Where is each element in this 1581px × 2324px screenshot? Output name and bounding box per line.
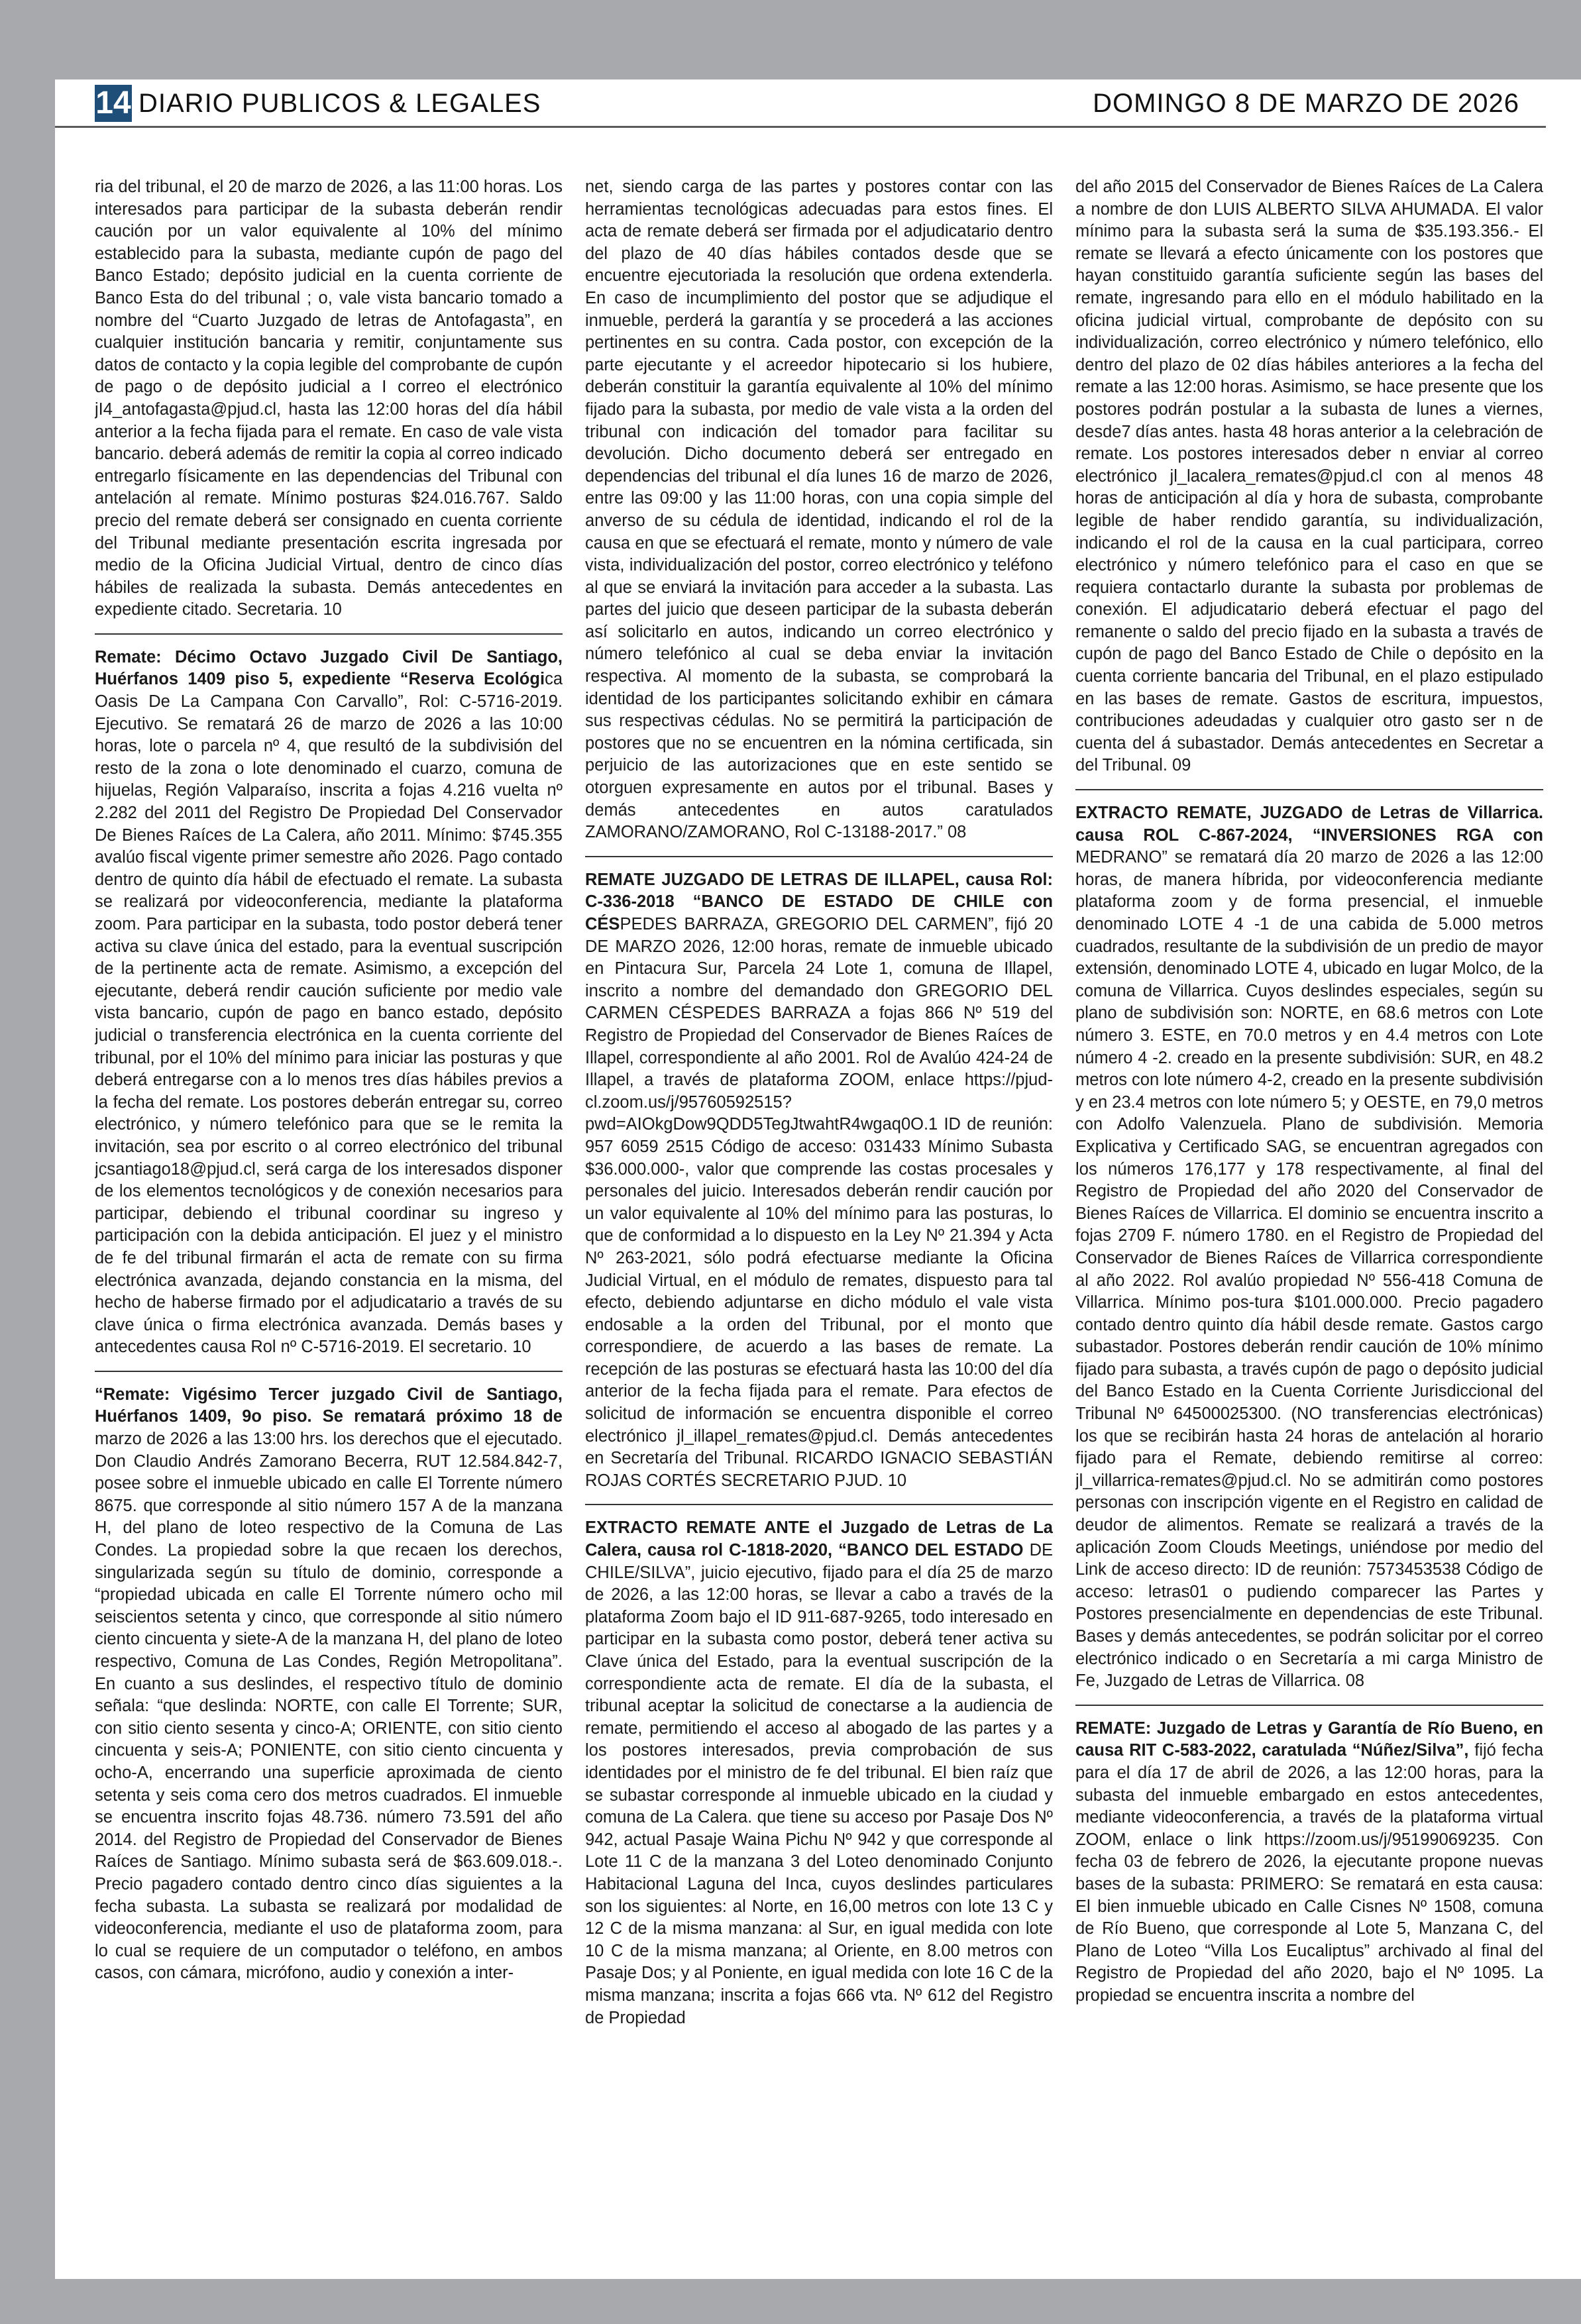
notice-body: ca Oasis De La Campana Con Carvallo”, Rol: C-5716-2019. Ejecutivo. Se rematará 26 de marzo de 2026 a las 10:00 horas, lote o parcela nº 4, que resultó de la subdivisión del resto de la zona o lote denominado el cuarzo, comuna de hijuelas, Región Valparaíso, inscrita a fojas 4.216 vuelta nº 2.282 del 2011 del Registro De Propiedad Del Conservador De Bienes Raíces de La Calera, año 2011. Mínimo: $745.355 avalúo fiscal vigente primer semestre año 2026. Pago contado dentro de quinto día hábil de efectuado el remate. La subasta se realizará por videoconferencia, mediante la plataforma zoom. Para participar en la subasta, todo postor deberá tener activa su clave única del estado, para la eventual suscripción de la pertinente acta de remate. Asimismo, a excepción del ejecutante, deberá rendir caución suficiente por medio vale vista bancario, cupón de pago en banco estado, depósito judicial o transferencia electrónica en la cuenta corriente del tribunal, por el 10% del mínimo para iniciar las posturas y que deberá entregarse con a lo menos tres días hábiles previos a la fecha del remate. Los postores deberán entregar su, correo electrónico, y número telefónico para que se le remita la invitación, sea por escrito o al correo electrónico del tribunal jcsantiago18@pjud.cl, será carga de los interesados disponer de los elementos tecnológicos y de conexión necesarios para participar, debiendo el tribunal coordinar su ingreso y participación con la debida anticipación. El juez y el ministro de fe del tribunal firmarán el acta de remate con su firma electrónica avanzada, dejando constancia en la misma, del hecho de haberse firmado por el adjudicatario a través de su clave única o firma electrónica avanzada. Demás bases y antecedentes causa Rol nº C-5716-2019. El secretario. 10 (95, 670, 563, 1357)
notice-body: PEDES BARRAZA, GREGORIO DEL CARMEN”, fijó 20 DE MARZO 2026, 12:00 horas, remate de inmueble ubicado en Pintacura Sur, Parcela 24 Lote 1, comuna de Illapel, inscrito a nombre del demandado don GREGORIO DEL CARMEN CÉSPEDES BARRAZA a fojas 866 Nº 519 del Registro de Propiedad del Conservador de Bienes Raíces de Illapel, correspondiente al año 2001. Rol de Avalúo 424-24 de Illapel, a través de plataforma ZOOM, enlace https://pjud-cl.zoom.us/j/95760592515?pwd=AIOkgDow9QDD5TegJtwahtR4wgaq0O.1 ID de reunión: 957 6059 2515 Código de acceso: 031433 Mínimo Subasta $36.000.000-, valor que comprende las costas procesales y personales del juicio. Interesados deberán rendir caución por un valor equivalente al 10% del mínimo para las posturas, lo que de conformidad a lo dispuesto en la Ley Nº 21.394 y Acta Nº 263-2021, sólo podrá efectuarse mediante la Oficina Judicial Virtual, en el módulo de remates, dispuesto para tal efecto, debiendo adjuntarse en dicho módulo el vale vista endosable a la orden del Tribunal, por el monto que correspondiere, de acuerdo a las bases de remate. La recepción de las posturas se efectuará hasta las 10:00 del día anterior de la fecha fijada para el remate. Para efectos de solicitud de información se encuentra disponible el correo electrónico jl_illapel_remates@pjud.cl. Demás antecedentes en Secretaría del Tribunal. RICARDO IGNACIO SEBASTIÁN ROJAS CORTÉS SECRETARIO PJUD. 10 (585, 915, 1053, 1490)
notice (585, 856, 1053, 1493)
publication-title: DIARIO PUBLICOS & LEGALES (138, 89, 541, 118)
notice-lead: EXTRACTO REMATE, JUZGADO de Letras de Villarrica. causa ROL C-867-2024, “INVERSIONES RGA con (1075, 804, 1543, 845)
notice-body: marzo de 2026 a las 13:00 hrs. los derechos que el ejecutado. Don Claudio Andrés Zamorano Becerra, RUT 12.584.842-7, posee sobre el inmueble ubicado en calle El Torrente número 8675. que corresponde al sitio número 157 A de la manzana H, del plano de loteo respectivo de la Comuna de Las Condes. La propiedad sobre la que recaen los derechos, singularizada según su título de dominio, corresponde a “propiedad ubicada en calle El Torrente número ocho mil seiscientos setenta y cinco, que corresponde al sitio número ciento cincuenta y siete-A de la manzana H, del plano de loteo respectivo, Comuna de Las Condes, Región Metropolitana”. En cuanto a sus deslindes, el respectivo título de dominio señala: “que deslinda: NORTE, con calle El Torrente; SUR, con sitio ciento sesenta y cinco-A; ORIENTE, con sitio ciento cincuenta y seis-A; PONIENTE, con sitio ciento cincuenta y ocho-A, encerrando una superficie aproximada de ciento setenta y seis coma cero dos metros cuadrados. El inmueble se encuentra inscrito fojas 48.736. número 73.591 del año 2014. del Registro de Propiedad del Conservador de Bienes Raíces de Santiago. Mínimo subasta será de $63.609.018.-. Precio pagadero contado dentro cinco días siguientes a la fecha subasta. La subasta se realizará por modalidad de videoconferencia, mediante el uso de plataforma zoom, para lo cual se requiere de un computador o teléfono, en ambos casos, con cámara, micrófono, audio y conexión a inter- (95, 1430, 563, 1983)
newspaper-page (55, 79, 1581, 2279)
page-header (55, 79, 1546, 128)
notice (585, 1504, 1053, 2029)
notice (1075, 176, 1543, 777)
notice-lead: EXTRACTO REMATE ANTE el Juzgado de Letras de La Calera, causa rol C-1818-2020, “BANCO DEL ESTADO (585, 1518, 1053, 1560)
text-column-2 (585, 176, 1053, 2243)
notice-lead: “Remate: Vigésimo Tercer juzgado Civil de Santiago, Huérfanos 1409, 9o piso. Se rematará próximo 18 de (95, 1385, 563, 1426)
notice-lead: REMATE JUZGADO DE LETRAS DE ILLAPEL, causa Rol: C-336-2018 “BANCO DE ESTADO DE CHILE con CÉS (585, 870, 1053, 933)
notice-body: net, siendo carga de las partes y postores contar con las herramientas tecnológicas adecuadas para estos fines. El acta de remate deberá ser firmada por el adjudicatario dentro del plazo de 40 días hábiles contados desde que se encuentre ejecutoriada la resolución que ordena extenderla. En caso de incumplimiento del postor que se adjudique el inmueble, perderá la garantía y se procederá a las acciones pertinentes en su contra. Cada postor, con excepción de la parte ejecutante y el acreedor hipotecario si los hubiere, deberán constituir la garantía equivalente al 10% del mínimo fijado para la subasta, por medio de vale vista a la orden del tribunal con indicación del tomador para facilitar su devolución. Dicho documento deberá ser entregado en dependencias del tribunal el día lunes 16 de marzo de 2026, entre las 09:00 y las 11:00 horas, con una copia simple del anverso de su cédula de identidad, indicando el rol de la causa en que se efectuará el remate, monto y número de vale vista, individualización del postor, correo electrónico y teléfono al que se enviará la invitación para acceder a la subasta. Las partes del juicio que deseen participar de la subasta deberán así solicitarlo en autos, indicando un correo electrónico y número telefónico al cual se deba enviar la invitación respectiva. Al momento de la subasta, se comprobará la identidad de los participantes solicitando exhibir en cámara sus respectivas cédulas. No se permitirá la participación de postores que no se encuentren en la nómina certificada, sin perjuicio de las autorizaciones que en este sentido se otorguen expresamente en autos por el tribunal. Bases y demás antecedentes en autos caratulados ZAMORANO/ZAMORANO, Rol C-13188-2017.” 08 (585, 178, 1053, 842)
notice (95, 1371, 563, 1985)
page-number-badge: 14 (95, 85, 131, 121)
notice (95, 633, 563, 1359)
notice-lead: Remate: Décimo Octavo Juzgado Civil De Santiago, Huérfanos 1409 piso 5, expediente “Reserva Ecológi (95, 647, 563, 689)
notice (585, 176, 1053, 844)
notice (1075, 1705, 1543, 2007)
notice-lead: REMATE: Juzgado de Letras y Garantía de Río Bueno, en causa RIT C-583-2022, caratulada “Núñez/Silva”, (1075, 1718, 1543, 1760)
notice-body: ria del tribunal, el 20 de marzo de 2026, a las 11:00 horas. Los interesados para participar de la subasta deberán rendir caución por un valor equivalente al 10% del mínimo establecido para la subasta, mediante cupón de pago del Banco Estado; depósito judicial en la cuenta corriente de Banco Esta do del tribunal ; o, vale vista bancario tomado a nombre del “Cuarto Juzgado de letras de Antofagasta”, en cualquier institución bancaria y remitir, conjuntamente sus datos de contacto y la copia legible del comprobante de cupón de pago o de depósito judicial a I correo el electrónico jI4_antofagasta@pjud.cl, hasta las 12:00 horas del día hábil anterior a la fecha fijada para el remate. En caso de vale vista bancario. deberá además de remitir la copia al correo indicado entregarlo físicamente en las dependencias del Tribunal con antelación al remate. Mínimo posturas $24.016.767. Saldo precio del remate deberá ser consignado en cuenta corriente del Tribunal mediante presentación escrita ingresada por medio de la Oficina Judicial Virtual, dentro de cinco días hábiles de realizada la subasta. Demás antecedentes en expediente citado. Secretaria. 10 (95, 178, 563, 619)
text-column-3 (1075, 176, 1543, 2243)
notice-body: MEDRANO” se rematará día 20 marzo de 2026 a las 12:00 horas, de manera híbrida, por videoconferencia mediante plataforma zoom y de forma presencial, el inmueble denominado LOTE 4 -1 de una cabida de 5.000 metros cuadrados, resultante de la subdivisión de un predio de mayor extensión, denominado LOTE 4, ubicado en lugar Molco, de la comuna de Villarrica. Cuyos deslindes especiales, según su plano de subdivisión son: NORTE, en 68.6 metros con Lote número 3. ESTE, en 70.0 metros y en 4.4 metros con Lote número 4 -2. creado en la presente subdivisión: SUR, en 48.2 metros con lote número 4-2, creado en la presente subdivisión y en 23.4 metros con lote número 5; y OESTE, en 79,0 metros con Adolfo Valenzuela. Plano de subdivisión. Memoria Explicativa y Certificado SAG, se encuentran agregados con los números 176,177 y 178 respectivamente, al final del Registro de Propiedad del año 2020 del Conservador de Bienes Raíces de Villarrica. El dominio se encuentra inscrito a fojas 2709 F. número 1780. en el Registro de Propiedad del Conservador de Bienes Raíces de Villarrica correspondiente al año 2022. Rol avalúo propiedad Nº 556-418 Comuna de Villarrica. Mínimo pos-tura $101.000.000. Precio pagadero contado dentro quinto día hábil desde remate. Gastos cargo subastador. Postores deberán rendir caución de 10% mínimo fijado para subasta, a través cupón de pago o depósito judicial del Banco Estado en la Cuenta Corriente Jurisdiccional del Tribunal Nº 64500025300. (NO transferencias electrónicas) los que se recibirán hasta 24 horas de antelación al horario fijado para el Remate, debiendo remitirse al correo: jl_villarrica-remates@pjud.cl. No se admitirán como postores personas con inscripción vigente en el Registro en calidad de deudor de alimentos. Remate se realizará a través de la aplicación Zoom Clouds Meetings, uniéndose por medio del Link de acceso directo: ID de reunión: 7573453538 Código de acceso: letras01 o pudiendo comparecer las Partes y Postores presencialmente en dependencias de este Tribunal. Bases y demás antecedentes, se podrán solicitar por el correo electrónico indicado o en Secretaría a mi carga Ministro de Fe, Juzgado de Letras de Villarrica. 08 (1075, 848, 1543, 1691)
notice (95, 176, 563, 621)
notice-body: fijó fecha para el día 17 de abril de 2026, a las 12:00 horas, para la subasta del inmueble embargado en estos antecedentes, mediante videoconferencia, a través de la plataforma virtual ZOOM, enlace o link https://zoom.us/j/95199069235. Con fecha 03 de febrero de 2026, la ejecutante propone nuevas bases de la subasta: PRIMERO: Se rematará en esta causa: El bien inmueble ubicado en Calle Cisnes Nº 1508, comuna de Río Bueno, que corresponde al Lote 5, Manzana C, del Plano de Loteo “Villa Los Eucaliptus” archivado al final del Registro de Propiedad del año 2020, bajo el Nº 1095. La propiedad se encuentra inscrita a nombre del (1075, 1741, 1543, 2005)
notice-body: del año 2015 del Conservador de Bienes Raíces de La Calera a nombre de don LUIS ALBERTO SILVA AHUMADA. El valor mínimo para la subasta será la suma de $35.193.356.- El remate se llevará a efecto únicamente con los postores que hayan constituido garantía suficiente según las bases del remate, ingresando para ello en el módulo habilitado en la oficina judicial virtual, comprobante de depósito con su individualización, correo electrónico y número telefónico, ello dentro del plazo de 02 días hábiles anteriores a la fecha del remate a las 12:00 horas. Asimismo, se hace presente que los postores podrán postular a la subasta de lunes a viernes, desde7 días antes. hasta 48 horas anterior a la celebración de remate. Los postores interesados deber n enviar al correo electrónico jl_lacalera_remates@pjud.cl con al menos 48 horas de anticipación al día y hora de subasta, comprobante legible de haber rendido garantía, su individualización, indicando el rol de la causa en la cual participara, correo electrónico y número telefónico para el caso en que se requiera contactarlo durante la subasta por problemas de conexión. El adjudicatario deberá efectuar el pago del remanente o saldo del precio fijado en la subasta a través de cupón de pago del Banco Estado de Chile o depósito en la cuenta corriente bancaria del Tribunal, en el plazo estipulado en las bases de remate. Gastos de escritura, impuestos, contribuciones adeudadas y cualquier otro gasto ser n de cuenta del á subastador. Demás antecedentes en Secretar a del Tribunal. 09 (1075, 178, 1543, 775)
notice-body: DE CHILE/SILVA”, juicio ejecutivo, fijado para el día 25 de marzo de 2026, a las 12:00 horas, se llevar a cabo a través de la plataforma Zoom bajo el ID 911-687-9265, todo interesado en participar en la subasta como postor, deberá tener activa su Clave única del Estado, para la eventual suscripción de la correspondiente acta de remate. El día de la subasta, el tribunal aceptar la solicitud de conectarse a la audiencia de remate, permitiendo el acceso al abogado de las partes y a los postores interesados, previa comprobación de sus identidades por el ministro de fe del tribunal. El bien raíz que se subastar corresponde al inmueble ubicado en la ciudad y comuna de La Calera. que tiene su acceso por Pasaje Dos Nº 942, actual Pasaje Waina Pichu Nº 942 y que corresponde al Lote 11 C de la manzana 3 del Loteo denominado Conjunto Habitacional Laguna del Inca, cuyos deslindes particulares son los siguientes: al Norte, en 16,00 metros con lote 13 C y 12 C de la misma manzana: al Sur, en igual medida con lote 10 C de la misma manzana; al Oriente, en 8.00 metros con Pasaje Dos; y al Poniente, en igual medida con lote 16 C de la misma manzana; inscrita a fojas 666 vta. Nº 612 del Registro de Propiedad (585, 1541, 1053, 2027)
text-column-1 (95, 176, 563, 2243)
notice (1075, 789, 1543, 1693)
issue-date: DOMINGO 8 DE MARZO DE 2026 (1093, 89, 1519, 118)
